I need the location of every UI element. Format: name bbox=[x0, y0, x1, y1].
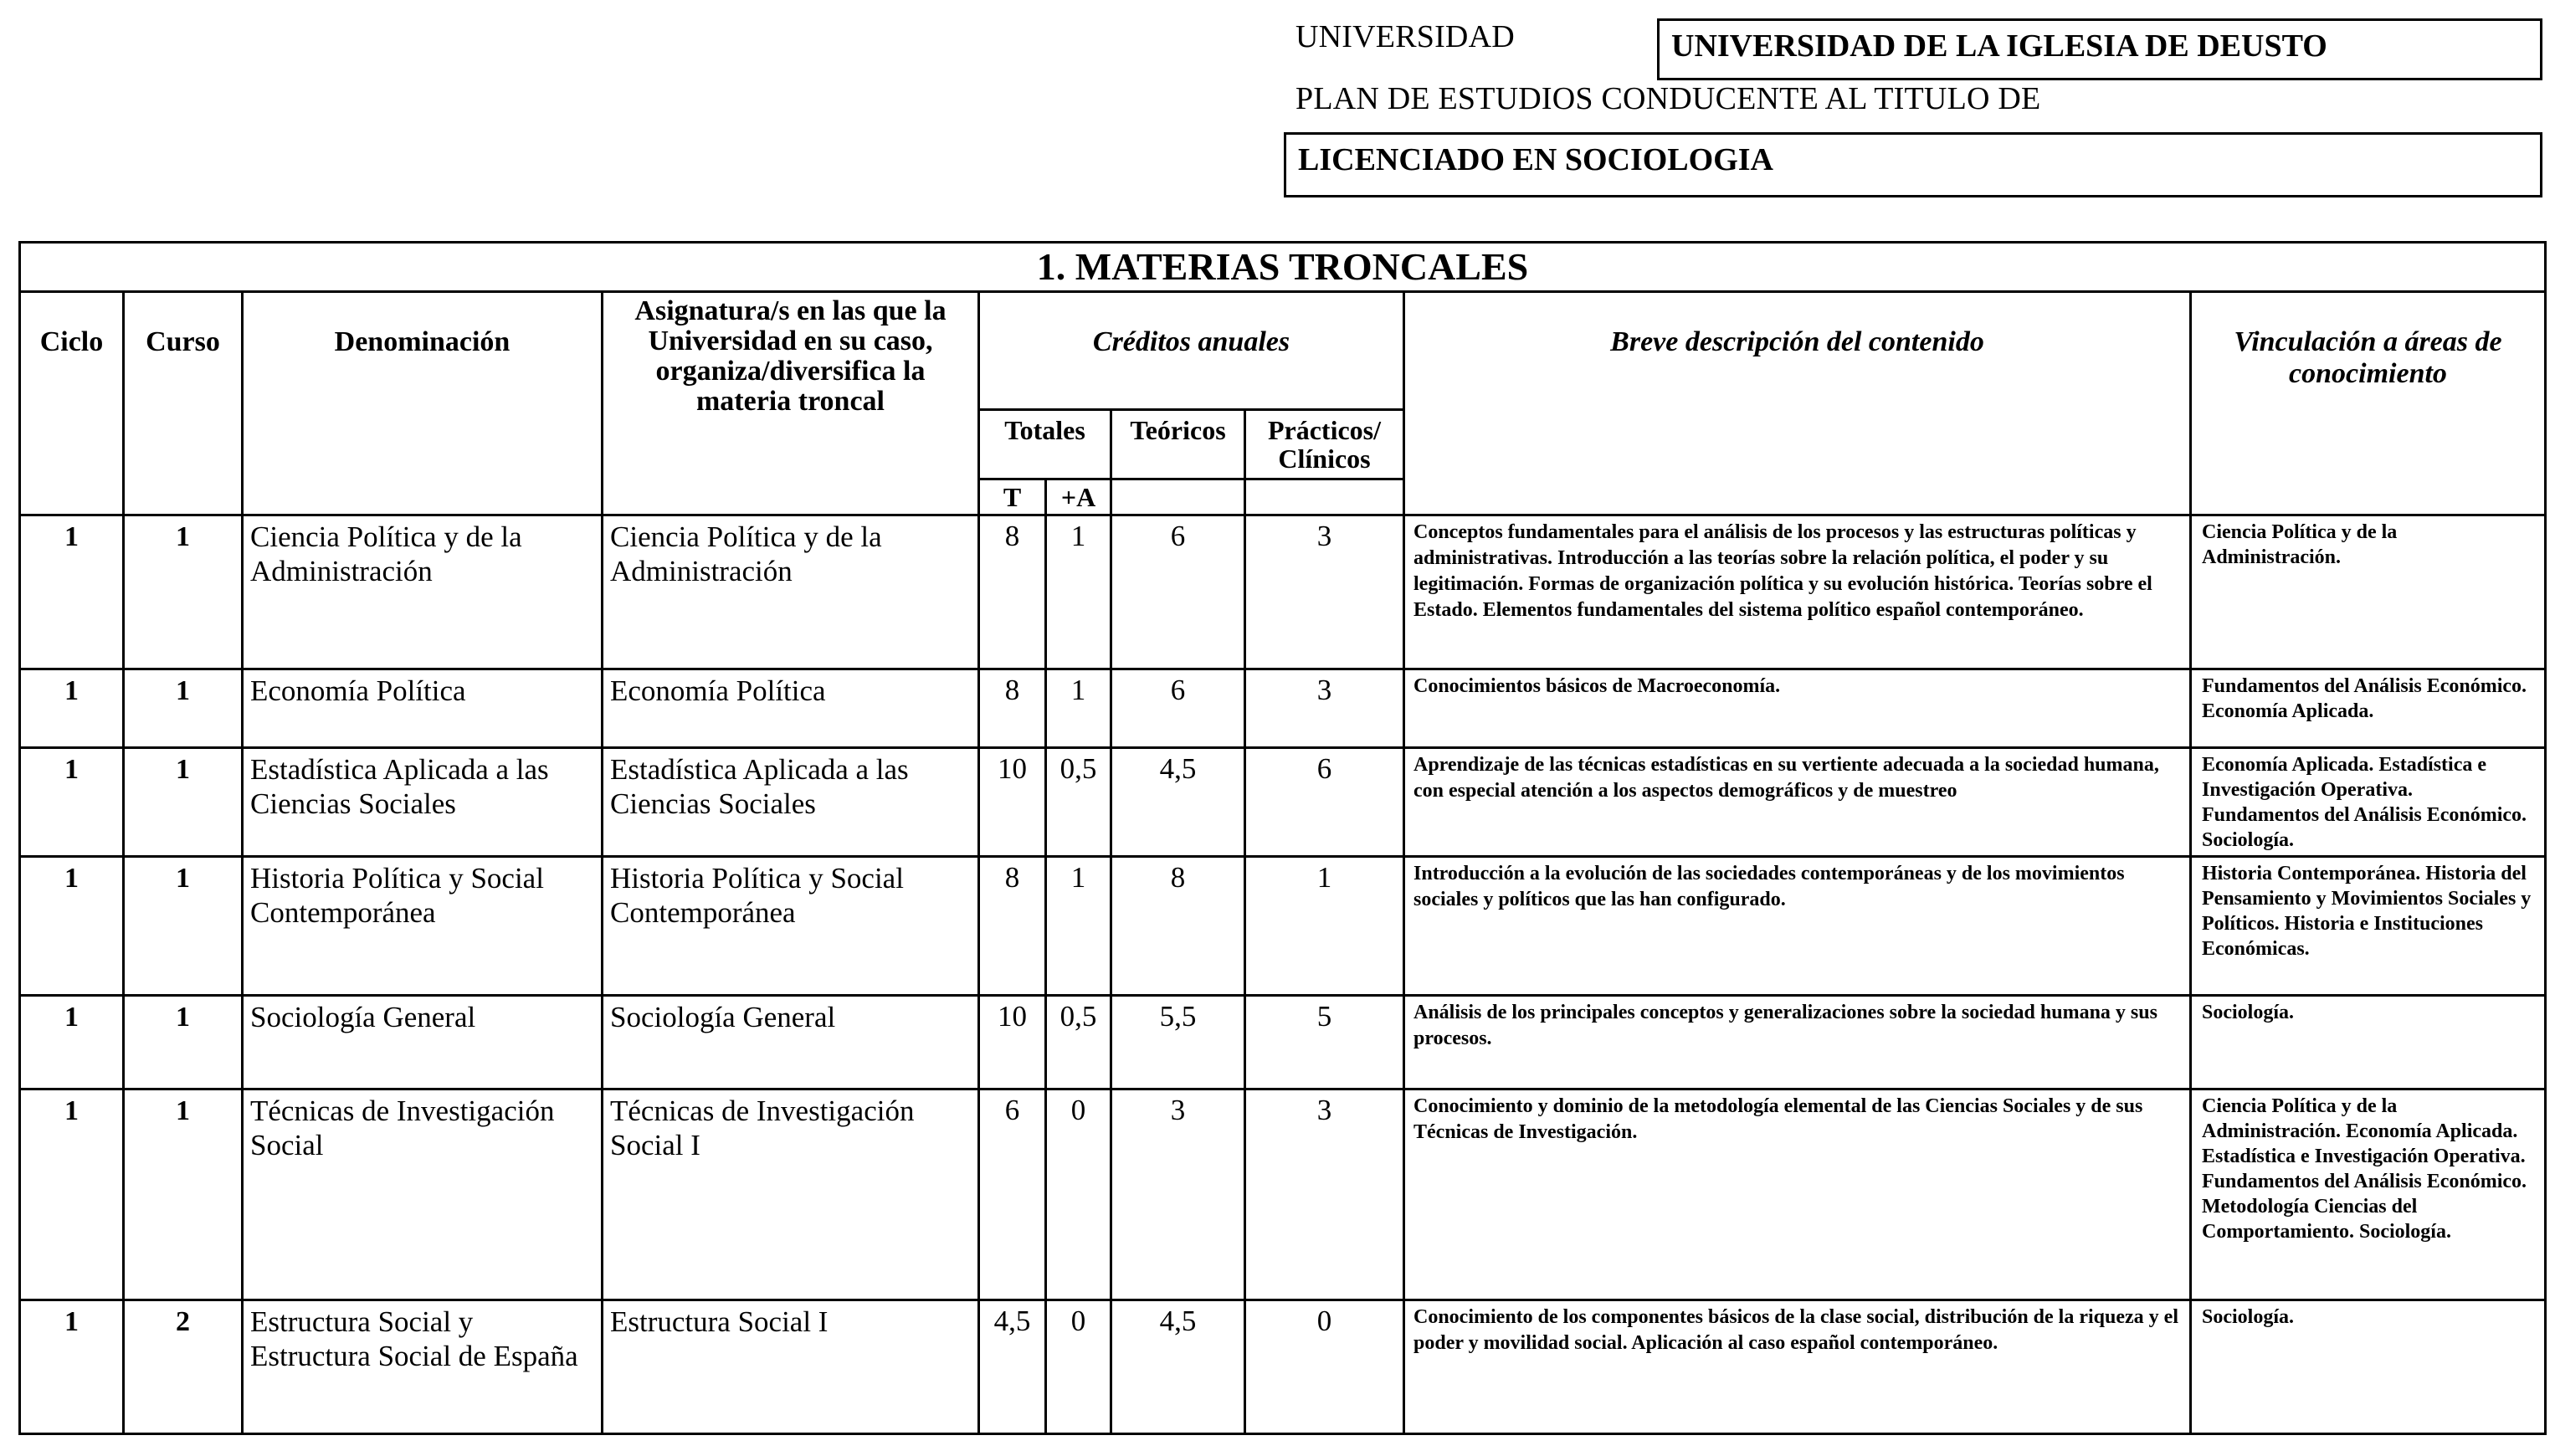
cell-descripcion: Conocimiento de los componentes básicos de la clase social, distribución de la riqueza y el poder y movilidad social. Aplicación al caso español contemporáneo. bbox=[1404, 1300, 2191, 1434]
cell-denominacion: Historia Política y Social Contemporánea bbox=[243, 857, 603, 996]
cell-teoricos: 6 bbox=[1111, 515, 1245, 669]
cell-asignatura: Estructura Social I bbox=[603, 1300, 979, 1434]
cell-ciclo: 1 bbox=[20, 996, 124, 1089]
cell-practicos: 3 bbox=[1245, 515, 1404, 669]
cell-ciclo: 1 bbox=[20, 669, 124, 748]
cell-t: 8 bbox=[979, 857, 1046, 996]
cell-teoricos: 4,5 bbox=[1111, 748, 1245, 857]
universidad-value: UNIVERSIDAD DE LA IGLESIA DE DEUSTO bbox=[1671, 28, 2327, 64]
cell-curso: 2 bbox=[124, 1300, 243, 1434]
plan-label: PLAN DE ESTUDIOS CONDUCENTE AL TITULO DE bbox=[1295, 81, 2041, 116]
cell-curso: 1 bbox=[124, 515, 243, 669]
table-row bbox=[20, 515, 2546, 669]
header-a: +A bbox=[1046, 479, 1111, 515]
cell-a: 0 bbox=[1046, 1089, 1111, 1300]
header-teoricos-blank bbox=[1111, 479, 1245, 515]
cell-practicos: 6 bbox=[1245, 748, 1404, 857]
titulo-field[interactable] bbox=[1284, 132, 2542, 197]
cell-ciclo: 1 bbox=[20, 748, 124, 857]
cell-a: 1 bbox=[1046, 857, 1111, 996]
universidad-field[interactable] bbox=[1657, 18, 2542, 80]
cell-ciclo: 1 bbox=[20, 515, 124, 669]
header-ciclo: Ciclo bbox=[20, 292, 124, 515]
cell-descripcion: Conocimiento y dominio de la metodología elemental de las Ciencias Sociales y de sus Técnicas de Investigación. bbox=[1404, 1089, 2191, 1300]
cell-practicos: 3 bbox=[1245, 1089, 1404, 1300]
header-creditos: Créditos anuales bbox=[979, 292, 1404, 410]
cell-asignatura: Técnicas de Investigación Social I bbox=[603, 1089, 979, 1300]
cell-teoricos: 6 bbox=[1111, 669, 1245, 748]
cell-teoricos: 3 bbox=[1111, 1089, 1245, 1300]
cell-curso: 1 bbox=[124, 996, 243, 1089]
header-totales: Totales bbox=[979, 410, 1111, 479]
cell-asignatura: Historia Política y Social Contemporánea bbox=[603, 857, 979, 996]
universidad-label: UNIVERSIDAD bbox=[1295, 19, 1515, 54]
cell-t: 8 bbox=[979, 669, 1046, 748]
header-vinculacion: Vinculación a áreas de conocimiento bbox=[2191, 292, 2546, 515]
cell-a: 1 bbox=[1046, 515, 1111, 669]
cell-curso: 1 bbox=[124, 1089, 243, 1300]
cell-t: 10 bbox=[979, 748, 1046, 857]
header-t: T bbox=[979, 479, 1046, 515]
cell-practicos: 5 bbox=[1245, 996, 1404, 1089]
cell-curso: 1 bbox=[124, 857, 243, 996]
cell-ciclo: 1 bbox=[20, 1300, 124, 1434]
cell-teoricos: 8 bbox=[1111, 857, 1245, 996]
cell-t: 4,5 bbox=[979, 1300, 1046, 1434]
cell-t: 8 bbox=[979, 515, 1046, 669]
cell-ciclo: 1 bbox=[20, 1089, 124, 1300]
header-curso: Curso bbox=[124, 292, 243, 515]
cell-teoricos: 5,5 bbox=[1111, 996, 1245, 1089]
cell-descripcion: Análisis de los principales conceptos y generalizaciones sobre la sociedad humana y sus procesos. bbox=[1404, 996, 2191, 1089]
cell-descripcion: Aprendizaje de las técnicas estadísticas en su vertiente adecuada a la sociedad humana, con especial atención a los aspectos demográficos y de muestreo bbox=[1404, 748, 2191, 857]
cell-a: 0,5 bbox=[1046, 996, 1111, 1089]
table-row bbox=[20, 669, 2546, 748]
header-asignatura: Asignatura/s en las que la Universidad en su caso, organiza/diversifica la materia troncal bbox=[603, 292, 979, 515]
cell-descripcion: Conocimientos básicos de Macroeconomía. bbox=[1404, 669, 2191, 748]
cell-ciclo: 1 bbox=[20, 857, 124, 996]
cell-denominacion: Sociología General bbox=[243, 996, 603, 1089]
cell-practicos: 0 bbox=[1245, 1300, 1404, 1434]
cell-vinculacion: Economía Aplicada. Estadística e Investigación Operativa. Fundamentos del Análisis Económico. Sociología. bbox=[2191, 748, 2546, 857]
cell-vinculacion: Fundamentos del Análisis Económico. Economía Aplicada. bbox=[2191, 669, 2546, 748]
cell-asignatura: Estadística Aplicada a las Ciencias Sociales bbox=[603, 748, 979, 857]
cell-curso: 1 bbox=[124, 748, 243, 857]
cell-a: 0 bbox=[1046, 1300, 1111, 1434]
table-title: 1. MATERIAS TRONCALES bbox=[20, 243, 2546, 292]
table-row bbox=[20, 857, 2546, 996]
cell-a: 1 bbox=[1046, 669, 1111, 748]
cell-vinculacion: Ciencia Política y de la Administración. bbox=[2191, 515, 2546, 669]
cell-a: 0,5 bbox=[1046, 748, 1111, 857]
cell-t: 6 bbox=[979, 1089, 1046, 1300]
materias-troncales-table bbox=[18, 241, 2547, 1435]
cell-descripcion: Conceptos fundamentales para el análisis de los procesos y las estructuras políticas y administrativas. Introducción a las teorías sobre la relación política, el poder y su legitimación. Formas de organización política y su evolución histórica. Teorías sobre el Estado. Elementos fundamentales del sistema político español contemporáneo. bbox=[1404, 515, 2191, 669]
header-denominacion: Denominación bbox=[243, 292, 603, 515]
cell-asignatura: Ciencia Política y de la Administración bbox=[603, 515, 979, 669]
cell-denominacion: Economía Política bbox=[243, 669, 603, 748]
table-row bbox=[20, 1300, 2546, 1434]
cell-vinculacion: Sociología. bbox=[2191, 1300, 2546, 1434]
cell-t: 10 bbox=[979, 996, 1046, 1089]
cell-teoricos: 4,5 bbox=[1111, 1300, 1245, 1434]
header-practicos: Prácticos/ Clínicos bbox=[1245, 410, 1404, 479]
cell-denominacion: Estructura Social y Estructura Social de España bbox=[243, 1300, 603, 1434]
cell-practicos: 3 bbox=[1245, 669, 1404, 748]
cell-vinculacion: Ciencia Política y de la Administración. Economía Aplicada. Estadística e Investigación Operativa. Fundamentos del Análisis Económico. Metodología Ciencias del Comportamiento. Sociología. bbox=[2191, 1089, 2546, 1300]
table-row bbox=[20, 1089, 2546, 1300]
cell-denominacion: Ciencia Política y de la Administración bbox=[243, 515, 603, 669]
cell-practicos: 1 bbox=[1245, 857, 1404, 996]
cell-asignatura: Economía Política bbox=[603, 669, 979, 748]
table-row bbox=[20, 996, 2546, 1089]
cell-denominacion: Técnicas de Investigación Social bbox=[243, 1089, 603, 1300]
header-descripcion: Breve descripción del contenido bbox=[1404, 292, 2191, 515]
cell-curso: 1 bbox=[124, 669, 243, 748]
cell-vinculacion: Sociología. bbox=[2191, 996, 2546, 1089]
table-row bbox=[20, 748, 2546, 857]
cell-descripcion: Introducción a la evolución de las sociedades contemporáneas y de los movimientos sociales y políticos que las han configurado. bbox=[1404, 857, 2191, 996]
cell-denominacion: Estadística Aplicada a las Ciencias Sociales bbox=[243, 748, 603, 857]
cell-vinculacion: Historia Contemporánea. Historia del Pensamiento y Movimientos Sociales y Políticos. Historia e Instituciones Económicas. bbox=[2191, 857, 2546, 996]
header-teoricos: Teóricos bbox=[1111, 410, 1245, 479]
titulo-value: LICENCIADO EN SOCIOLOGIA bbox=[1298, 142, 1773, 177]
header-practicos-blank bbox=[1245, 479, 1404, 515]
cell-asignatura: Sociología General bbox=[603, 996, 979, 1089]
